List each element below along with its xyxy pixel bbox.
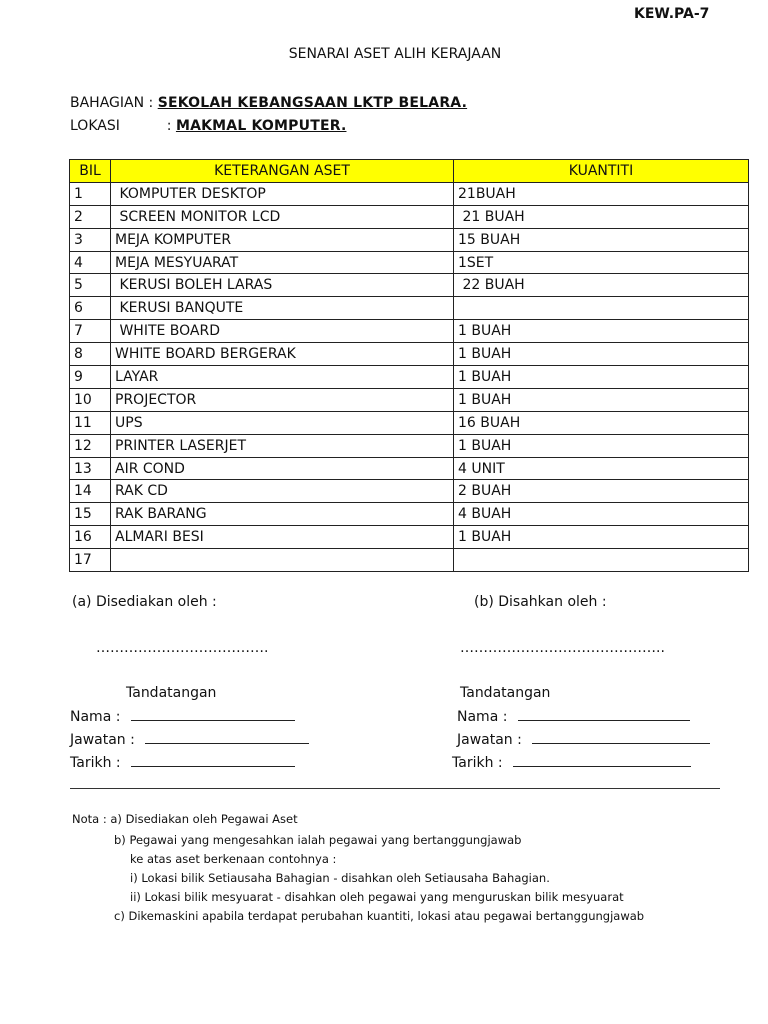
cell-keterangan: MEJA MESYUARAT: [111, 251, 454, 274]
note-line-b-i: i) Lokasi bilik Setiausaha Bahagian - disahkan oleh Setiausaha Bahagian.: [130, 871, 550, 885]
cell-kuantiti: 1 BUAH: [454, 388, 749, 411]
bahagian-value: SEKOLAH KEBANGSAAN LKTP BELARA.: [157, 95, 468, 111]
cell-bil: 10: [70, 388, 111, 411]
cell-keterangan: ALMARI BESI: [111, 526, 454, 549]
cell-bil: 4: [70, 251, 111, 274]
approved-jawatan-label: Jawatan :: [457, 732, 522, 748]
bahagian-label: BAHAGIAN :: [70, 95, 154, 111]
table-row: [70, 503, 749, 526]
prepared-tarikh-label: Tarikh :: [70, 755, 121, 771]
cell-keterangan: WHITE BOARD BERGERAK: [111, 343, 454, 366]
prepared-nama-line: [131, 708, 295, 721]
note-line-b-cont: ke atas aset berkenaan contohnya :: [130, 852, 337, 866]
prepared-signature-label: Tandatangan: [126, 685, 217, 701]
approved-signature-label: Tandatangan: [460, 685, 551, 701]
prepared-jawatan-line: [145, 731, 309, 744]
cell-keterangan: LAYAR: [111, 366, 454, 389]
note-line-b-ii: ii) Lokasi bilik mesyuarat - disahkan oleh pegawai yang menguruskan bilik mesyuarat: [130, 890, 624, 904]
cell-bil: 8: [70, 343, 111, 366]
prepared-jawatan-label: Jawatan :: [70, 732, 135, 748]
cell-kuantiti: [454, 549, 749, 572]
cell-keterangan: UPS: [111, 411, 454, 434]
cell-keterangan: KERUSI BANQUTE: [111, 297, 454, 320]
table-row: [70, 434, 749, 457]
approved-heading: (b) Disahkan oleh :: [474, 594, 607, 610]
cell-bil: 9: [70, 366, 111, 389]
prepared-nama: [70, 708, 295, 725]
lokasi-label: LOKASI: [70, 118, 120, 134]
table-row: [70, 182, 749, 205]
cell-bil: 14: [70, 480, 111, 503]
cell-bil: 2: [70, 205, 111, 228]
cell-kuantiti: 1 BUAH: [454, 434, 749, 457]
cell-keterangan: RAK CD: [111, 480, 454, 503]
bahagian-line: [70, 95, 467, 111]
cell-kuantiti: 4 UNIT: [454, 457, 749, 480]
prepared-signature-dots: ……………………………….: [96, 640, 269, 656]
prepared-tarikh-line: [131, 754, 295, 767]
table-row: [70, 297, 749, 320]
table-header-row: [70, 160, 749, 183]
cell-kuantiti: 21BUAH: [454, 182, 749, 205]
table-row: [70, 205, 749, 228]
cell-kuantiti: 1 BUAH: [454, 343, 749, 366]
prepared-jawatan: [70, 731, 309, 748]
table-row: [70, 320, 749, 343]
table-row: [70, 549, 749, 572]
cell-bil: 16: [70, 526, 111, 549]
cell-keterangan: KOMPUTER DESKTOP: [111, 182, 454, 205]
cell-bil: 3: [70, 228, 111, 251]
cell-kuantiti: 1 BUAH: [454, 526, 749, 549]
cell-kuantiti: 16 BUAH: [454, 411, 749, 434]
table-row: [70, 228, 749, 251]
cell-keterangan: MEJA KOMPUTER: [111, 228, 454, 251]
cell-bil: 15: [70, 503, 111, 526]
section-divider: [70, 788, 720, 789]
table-row: [70, 388, 749, 411]
approved-nama-line: [518, 708, 690, 721]
note-line-a: Nota : a) Disediakan oleh Pegawai Aset: [72, 812, 298, 826]
cell-kuantiti: 22 BUAH: [454, 274, 749, 297]
prepared-nama-label: Nama :: [70, 709, 121, 725]
table-row: [70, 526, 749, 549]
table-row: [70, 274, 749, 297]
cell-kuantiti: 21 BUAH: [454, 205, 749, 228]
note-line-b: b) Pegawai yang mengesahkan ialah pegawai yang bertanggungjawab: [114, 833, 522, 847]
table-row: [70, 366, 749, 389]
approved-jawatan: [457, 731, 710, 748]
cell-keterangan: RAK BARANG: [111, 503, 454, 526]
cell-kuantiti: [454, 297, 749, 320]
cell-kuantiti: 1SET: [454, 251, 749, 274]
table-row: [70, 251, 749, 274]
cell-kuantiti: 15 BUAH: [454, 228, 749, 251]
document-title: SENARAI ASET ALIH KERAJAAN: [288, 46, 502, 62]
cell-bil: 7: [70, 320, 111, 343]
header-bil: BIL: [70, 160, 111, 183]
approved-jawatan-line: [532, 731, 710, 744]
approved-nama-label: Nama :: [457, 709, 508, 725]
cell-bil: 17: [70, 549, 111, 572]
cell-keterangan: AIR COND: [111, 457, 454, 480]
table-row: [70, 457, 749, 480]
cell-keterangan: SCREEN MONITOR LCD: [111, 205, 454, 228]
header-kuantiti: KUANTITI: [454, 160, 749, 183]
lokasi-colon: :: [166, 118, 172, 134]
table-row: [70, 480, 749, 503]
cell-bil: 12: [70, 434, 111, 457]
cell-keterangan: WHITE BOARD: [111, 320, 454, 343]
header-keterangan: KETERANGAN ASET: [111, 160, 454, 183]
table-row: [70, 411, 749, 434]
note-line-c: c) Dikemaskini apabila terdapat perubahan kuantiti, lokasi atau pegawai bertanggungjawab: [114, 909, 645, 923]
cell-kuantiti: 1 BUAH: [454, 366, 749, 389]
asset-table: [69, 159, 749, 572]
approved-tarikh: [452, 754, 691, 771]
cell-keterangan: [111, 549, 454, 572]
cell-keterangan: PRINTER LASERJET: [111, 434, 454, 457]
table-row: [70, 343, 749, 366]
cell-bil: 1: [70, 182, 111, 205]
approved-nama: [457, 708, 690, 725]
cell-kuantiti: 1 BUAH: [454, 320, 749, 343]
cell-kuantiti: 2 BUAH: [454, 480, 749, 503]
cell-bil: 5: [70, 274, 111, 297]
cell-bil: 11: [70, 411, 111, 434]
approved-tarikh-line: [513, 754, 691, 767]
cell-bil: 13: [70, 457, 111, 480]
approved-signature-dots: ……………………………………..: [460, 640, 665, 656]
prepared-tarikh: [70, 754, 295, 771]
document-code: KEW.PA-7: [634, 6, 710, 22]
cell-kuantiti: 4 BUAH: [454, 503, 749, 526]
prepared-heading: (a) Disediakan oleh :: [72, 594, 217, 610]
approved-tarikh-label: Tarikh :: [452, 755, 503, 771]
lokasi-value: MAKMAL KOMPUTER.: [175, 118, 347, 134]
lokasi-line: [70, 118, 346, 134]
cell-bil: 6: [70, 297, 111, 320]
cell-keterangan: KERUSI BOLEH LARAS: [111, 274, 454, 297]
cell-keterangan: PROJECTOR: [111, 388, 454, 411]
asset-table-body: [70, 182, 749, 571]
